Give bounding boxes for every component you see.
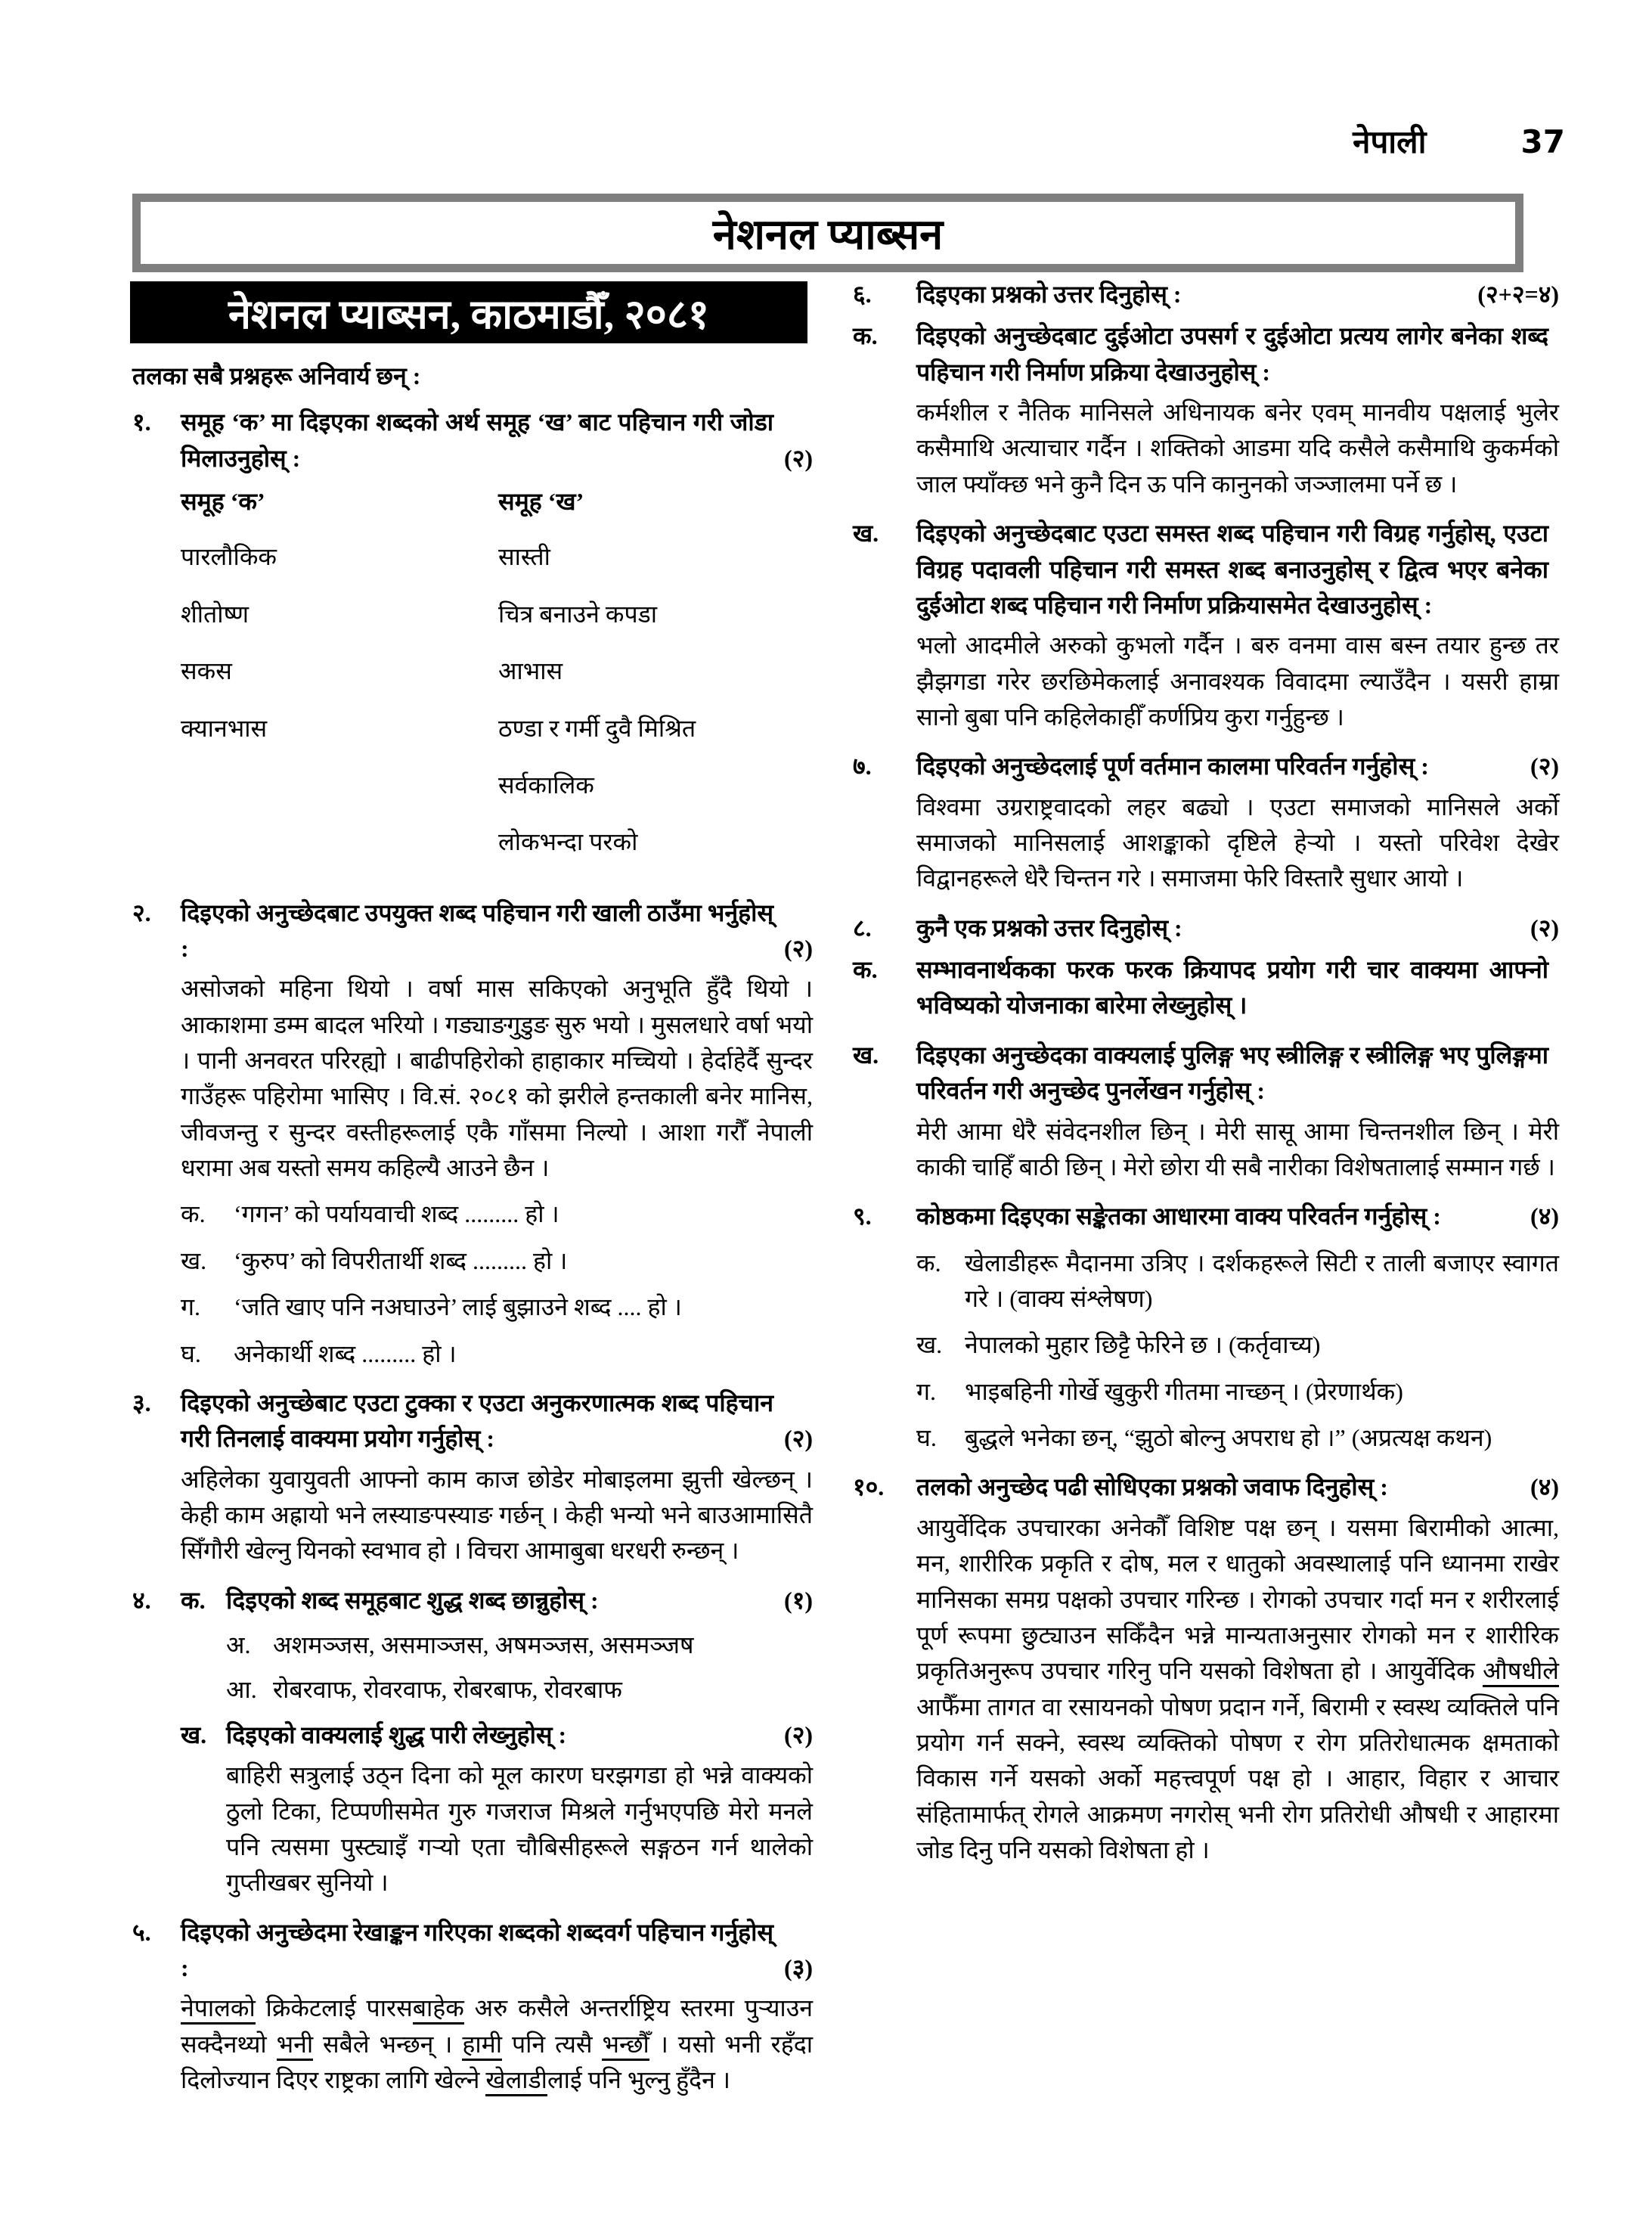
question-6-part-kha: ख. दिइएको अनुच्छेदबाट एउटा समस्त शब्द पहिचान गरी विग्रह गर्नुहोस्, एउटा विग्रह पदावली पहिचान गरी समस्त शब्द बनाउनुहोस् र द्वित्व भएर बनेका दुईओटा शब्द पहिचान गरी निर्माण प्रक्रियासमेत देखाउनुहोस् : भलो आदमीले अरुको कुभलो गर्दैन । बरु वनमा वास बस्न तयार हुन्छ तर झैझगडा गरेर छरछिमेकलाई अनावश्यक विवादमा ल्याउँदैन । यसरी हाम्रा सानो बुबा पनि कहिलेकाहीँ कर्णप्रिय कुरा गर्नुहुन्छ । [853, 516, 1559, 735]
question-9-marks: (४) [1530, 1202, 1559, 1230]
question-10-passage: आयुर्वेदिक उपचारका अनेकौँ विशिष्ट पक्ष छन् । यसमा बिरामीको आत्मा, मन, शारीरिक प्रकृति र दोष, मल र धातुको अवस्थालाई पनि ध्यानमा राखेर मानिसका समग्र पक्षको उपचार गरिन्छ । रोगको उपचार गर्दा मन र शरीरलाई पूर्ण रूपमा छुट्याउन सकिँदैन भन्ने मान्यताअनुसार रोगको मन र शारीरिक प्रकृतिअनुरूप उपचार गरिनु पनि यसको विशेषता हो । आयुर्वेदिक औषधीले आफैँमा तागत वा रसायनको पोषण प्रदान गर्ने, बिरामी र स्वस्थ व्यक्तिले पनि प्रयोग गर्न सक्ने, स्वस्थ व्यक्तिको पोषण र रोग प्रतिरोधात्मक क्षमताको विकास गर्ने यसको अर्को महत्त्वपूर्ण पक्ष हो । आहार, विहार र आचार संहितामार्फत् रोगले आक्रमण नगरोस् भनी रोग प्रतिरोधी औषधी र आहारमा जोड दिनु पनि यसको विशेषता हो । [916, 1513, 1559, 1864]
match-item: लोकभन्दा परको [498, 828, 638, 856]
question-4b-passage: बाहिरी सत्रुलाई उठ्न दिना को मूल कारण घरझगडा हो भन्ने वाक्यको ठुलो टिका, टिप्पणीसमेत गुरु गजराज मिश्रले गर्नुभएपछि मेरो मनले पनि त्यसमा पुस्ट्याइँ गऱ्यो एता चौबिसीहरूले सङ्गठन गर्न थालेको गुप्तीखबर सुनियो । [226, 1761, 813, 1897]
question-4a-option-aa: आ. रोबरवाफ, रोवरवाफ, रोबरबाफ, रोवरबाफ [226, 1676, 622, 1704]
instruction: तलका सबै प्रश्नहरू अनिवार्य छन् : [132, 362, 421, 389]
question-3 [132, 1385, 813, 1569]
question-2-number: २. [132, 898, 151, 926]
question-5-number: ५. [132, 1918, 151, 1946]
match-column-a [181, 484, 498, 882]
question-6a-passage: कर्मशील र नैतिक मानिसले अधिनायक बनेर एवम् मानवीय पक्षलाई भुलेर कसैमाथि अत्याचार गर्दैन । शक्तिको आडमा यदि कसैले कसैमाथि कुकर्मको जाल फ्याँक्छ भने कुनै दिन ऊ पनि कानुनको जञ्जालमा पर्ने छ । [916, 399, 1559, 498]
question-2-item-ka: क. ‘गगन’ को पर्यायवाची शब्द ......... हो । [181, 1200, 559, 1228]
question-2 [132, 895, 813, 1372]
question-2-marks: (२) [784, 934, 813, 962]
title-box-text: नेशनल प्याब्सन [712, 212, 944, 259]
question-9-item-gha: घ. बुद्धले भनेका छन्, “झुठो बोल्नु अपराध हो ।” (अप्रत्यक्ष कथन) [916, 1424, 1492, 1452]
question-6-part-ka: क. दिइएको अनुच्छेदबाट दुईओटा उपसर्ग र दुईओटा प्रत्यय लागेर बनेका शब्द पहिचान गरी निर्माण प्रक्रिया देखाउनुहोस् : कर्मशील र नैतिक मानिसले अधिनायक बनेर एवम् मानवीय पक्षलाई भुलेर कसैमाथि अत्याचार गर्दैन । शक्तिको आडमा यदि कसैले कसैमाथि कुकर्मको जाल फ्याँक्छ भने कुनै दिन ऊ पनि कानुनको जञ्जालमा पर्ने छ । [853, 318, 1559, 502]
question-10-heading: तलको अनुच्छेद पढी सोधिएका प्रश्नको जवाफ दिनुहोस् : (४) [916, 1469, 1559, 1505]
question-2-heading: दिइएको अनुच्छेदबाट उपयुक्त शब्द पहिचान गरी खाली ठाउँमा भर्नुहोस् : (२) [181, 895, 813, 967]
match-item: सकस [181, 657, 232, 685]
question-2-passage: असोजको महिना थियो । वर्षा मास सकिएको अनुभूति हुँदै थियो । आकाशमा डम्म बादल भरियो । गड्याङगुडुङ सुरु भयो । मुसलधारे वर्षा भयो । पानी अनवरत परिरह्यो । बाढीपहिरोको हाहाकार मच्चियो । हेर्दाहेर्दै सुन्दर गाउँहरू पहिरोमा भासिए । वि.सं. २०८१ को झरीले हन्तकाली बनेर मानिस, जीवजन्तु र सुन्दर वस्तीहरूलाई एकै गाँसमा निल्यो । आशा गरौँ नेपाली धरामा अब यस्तो समय कहिल्यै आउने छैन । [181, 975, 813, 1182]
question-7-number: ७. [853, 752, 872, 780]
question-6-marks: (२+२=४) [1477, 281, 1559, 308]
match-item: चित्र बनाउने कपडा [498, 600, 658, 628]
question-5-marks: (३) [784, 1953, 813, 1981]
header-page-number: 37 [1520, 123, 1565, 160]
question-7 [853, 749, 1559, 896]
right-column [853, 277, 1559, 1882]
match-item: ठण्डा र गर्मी दुवै मिश्रित [498, 714, 696, 742]
question-8-marks: (२) [1530, 914, 1559, 942]
question-9-item-ka: क. खेलाडीहरू मैदानमा उत्रिए । दर्शकहरूले सिटी र ताली बजाएर स्वागत गरे । (वाक्य संश्लेषण) [916, 1249, 1559, 1312]
question-2-item-ga: ग. ‘जति खाए पनि नअघाउने’ लाई बुझाउने शब्द .... हो । [181, 1293, 682, 1321]
match-item: क्यानभास [181, 714, 268, 742]
match-item: शीतोष्ण [181, 600, 250, 628]
question-6a-heading: दिइएको अनुच्छेदबाट दुईओटा उपसर्ग र दुईओटा प्रत्यय लागेर बनेका शब्द पहिचान गरी निर्माण प्रक्रिया देखाउनुहोस् : [916, 322, 1548, 386]
question-9-item-kha: ख. नेपालको मुहार छिट्टै फेरिने छ । (कर्तृवाच्य) [916, 1331, 1321, 1359]
title-box [132, 194, 1523, 272]
question-9-heading: कोष्ठकमा दिइएका सङ्केतका आधारमा वाक्य परिवर्तन गर्नुहोस् : (४) [916, 1199, 1559, 1234]
question-7-heading: दिइएको अनुच्छेदलाई पूर्ण वर्तमान कालमा परिवर्तन गर्नुहोस् : (२) [916, 749, 1559, 784]
question-8b-heading: दिइएका अनुच्छेदका वाक्यलाई पुलिङ्ग भए स्त्रीलिङ्ग र स्त्रीलिङ्ग भए पुलिङ्गमा परिवर्तन गरी अनुच्छेद पुनर्लेखन गर्नुहोस् : [916, 1041, 1548, 1105]
question-6b-heading: दिइएको अनुच्छेदबाट एउटा समस्त शब्द पहिचान गरी विग्रह गर्नुहोस्, एउटा विग्रह पदावली पहिचान गरी समस्त शब्द बनाउनुहोस् र द्वित्व भएर बनेका दुईओटा शब्द पहिचान गरी निर्माण प्रक्रियासमेत देखाउनुहोस् : [916, 520, 1548, 619]
header-subject: नेपाली [1353, 123, 1427, 160]
match-column-a-header: समूह ‘क’ [181, 488, 265, 516]
question-5-passage: नेपालको क्रिकेटलाई पारसबाहेक अरु कसैले अन्तर्राष्ट्रिय स्तरमा पुऱ्याउन सक्दैनथ्यो भनी सबैले भन्छन् । हामी पनि त्यसै भन्छौँ । यसो भनी रहँदा दिलोज्यान दिएर राष्ट्रका लागि खेल्ने खेलाडीलाई पनि भुल्नु हुँदैन । [181, 1990, 813, 2098]
question-1-marks: (२) [784, 444, 813, 472]
question-4b-heading: दिइएको वाक्यलाई शुद्ध पारी लेख्नुहोस् : (२) [226, 1717, 813, 1753]
question-4-part-kha: ख. दिइएको वाक्यलाई शुद्ध पारी लेख्नुहोस् : (२) बाहिरी सत्रुलाई उठ्न दिना को मूल कारण घरझगडा हो भन्ने वाक्यको ठुलो टिका, टिप्पणीसमेत गुरु गजराज मिश्रले गर्नुभएपछि मेरो मनले पनि त्यसमा पुस्ट्याइँ गऱ्यो एता चौबिसीहरूले सङ्गठन गर्न थालेको गुप्तीखबर सुनियो । [181, 1717, 813, 1901]
question-8-heading: कुनै एक प्रश्नको उत्तर दिनुहोस् : (२) [916, 911, 1559, 946]
question-10-marks: (४) [1530, 1473, 1559, 1501]
question-8-part-ka: क. सम्भावनार्थकका फरक फरक क्रियापद प्रयोग गरी चार वाक्यमा आफ्नो भविष्यको योजनाका बारेमा लेख्नुहोस् । [853, 952, 1559, 1024]
question-4-number: ४. [132, 1586, 151, 1614]
question-6-heading: दिइएका प्रश्नको उत्तर दिनुहोस् : (२+२=४) [916, 277, 1559, 312]
match-item: सास्ती [498, 543, 550, 571]
question-4 [132, 1583, 813, 1901]
question-3-passage: अहिलेका युवायुवती आफ्नो काम काज छोडेर मोबाइलमा झुत्ती खेल्छन् । केही काम अह्रायो भने लस्याङपस्याङ गर्छन् । केही भन्यो भने बाउआमासितै सिँगौरी खेल्नु यिनको स्वभाव हो । विचरा आमाबुबा धरधरी रुन्छन् । [181, 1465, 813, 1565]
question-4-part-ka: क. दिइएको शब्द समूहबाट शुद्ध शब्द छान्नुहोस् : (१) अ. अशमञ्जस, असमाञ्जस, अषमञ्जस, असमञ्जष आ. रोबरवाफ, रोवरवाफ, रोबरबाफ, रोवरबाफ [181, 1583, 813, 1708]
question-1-number: १. [132, 408, 151, 436]
question-8-part-kha: ख. दिइएका अनुच्छेदका वाक्यलाई पुलिङ्ग भए स्त्रीलिङ्ग र स्त्रीलिङ्ग भए पुलिङ्गमा परिवर्तन गरी अनुच्छेद पुनर्लेखन गर्नुहोस् : मेरी आमा धेरै संवेदनशील छिन् । मेरी सासू आमा चिन्तनशील छिन् । मेरी काकी चाहिँ बाठी छिन् । मेरो छोरा यी सबै नारीका विशेषतालाई सम्मान गर्छ । [853, 1038, 1559, 1185]
question-2-item-gha: घ. अनेकार्थी शब्द ......... हो । [181, 1339, 457, 1367]
banner-text: नेशनल प्याब्सन, काठमाडौँ, २०८१ [228, 292, 709, 337]
question-1-heading: समूह ‘क’ मा दिइएका शब्दको अर्थ समूह ‘ख’ बाट पहिचान गरी जोडा मिलाउनुहोस् : (२) [181, 405, 813, 476]
question-5-heading: दिइएको अनुच्छेदमा रेखाङ्कन गरिएका शब्दको शब्दवर्ग पहिचान गर्नुहोस् : (३) [181, 1915, 813, 1987]
question-8 [853, 911, 1559, 946]
match-column-b [498, 484, 813, 882]
question-6b-passage: भलो आदमीले अरुको कुभलो गर्दैन । बरु वनमा वास बस्न तयार हुन्छ तर झैझगडा गरेर छरछिमेकलाई अनावश्यक विवादमा ल्याउँदैन । यसरी हाम्रा सानो बुबा पनि कहिलेकाहीँ कर्णप्रिय कुरा गर्नुहुन्छ । [916, 631, 1559, 731]
question-7-marks: (२) [1530, 752, 1559, 780]
left-column [132, 358, 813, 2111]
question-8a-heading: सम्भावनार्थकका फरक फरक क्रियापद प्रयोग गरी चार वाक्यमा आफ्नो भविष्यको योजनाका बारेमा लेख्नुहोस् । [916, 956, 1548, 1019]
question-8b-passage: मेरी आमा धेरै संवेदनशील छिन् । मेरी सासू आमा चिन्तनशील छिन् । मेरी काकी चाहिँ बाठी छिन् । मेरो छोरा यी सबै नारीका विशेषतालाई सम्मान गर्छ । [916, 1117, 1559, 1181]
question-5 [132, 1915, 813, 2099]
question-3-marks: (२) [784, 1425, 813, 1453]
question-6-number: ६. [853, 281, 872, 308]
question-3-number: ३. [132, 1388, 151, 1416]
exam-banner [130, 281, 807, 343]
question-6 [853, 277, 1559, 312]
match-item: आभास [498, 657, 563, 685]
question-4a-option-a: अ. अशमञ्जस, असमाञ्जस, अषमञ्जस, असमञ्जष [226, 1631, 694, 1659]
question-9 [853, 1199, 1559, 1456]
question-7-passage: विश्वमा उग्रराष्ट्रवादको लहर बढ्यो । एउटा समाजको मानिसले अर्को समाजको मानिसलाई आशङ्काको दृष्टिले हेऱ्यो । यस्तो परिवेश देखेर विद्वानहरूले धेरै चिन्तन गरे । समाजमा फेरि विस्तारै सुधार आयो । [916, 793, 1559, 892]
question-8-number: ८. [853, 914, 872, 942]
page-header [132, 119, 1565, 163]
question-3-heading: दिइएको अनुच्छेबाट एउटा टुक्का र एउटा अनुकरणात्मक शब्द पहिचान गरी तिनलाई वाक्यमा प्रयोग गर्नुहोस् : (२) [181, 1385, 813, 1457]
question-1 [132, 405, 813, 881]
question-9-item-ga: ग. भाइबहिनी गोर्खे खुकुरी गीतमा नाच्छन् । (प्रेरणार्थक) [916, 1377, 1403, 1405]
match-item: पारलौकिक [181, 543, 277, 571]
question-4b-marks: (२) [784, 1720, 813, 1748]
question-4a-heading: दिइएको शब्द समूहबाट शुद्ध शब्द छान्नुहोस् : (१) [226, 1583, 813, 1618]
question-4a-marks: (१) [784, 1586, 813, 1614]
match-column-b-header: समूह ‘ख’ [498, 488, 584, 516]
question-10-number: १०. [853, 1473, 885, 1501]
question-9-number: ९. [853, 1202, 872, 1230]
match-item: सर्वकालिक [498, 771, 594, 799]
question-1-match-table [181, 484, 813, 882]
question-2-item-kha: ख. ‘कुरुप’ को विपरीतार्थी शब्द ......... हो । [181, 1246, 568, 1274]
question-10 [853, 1469, 1559, 1868]
